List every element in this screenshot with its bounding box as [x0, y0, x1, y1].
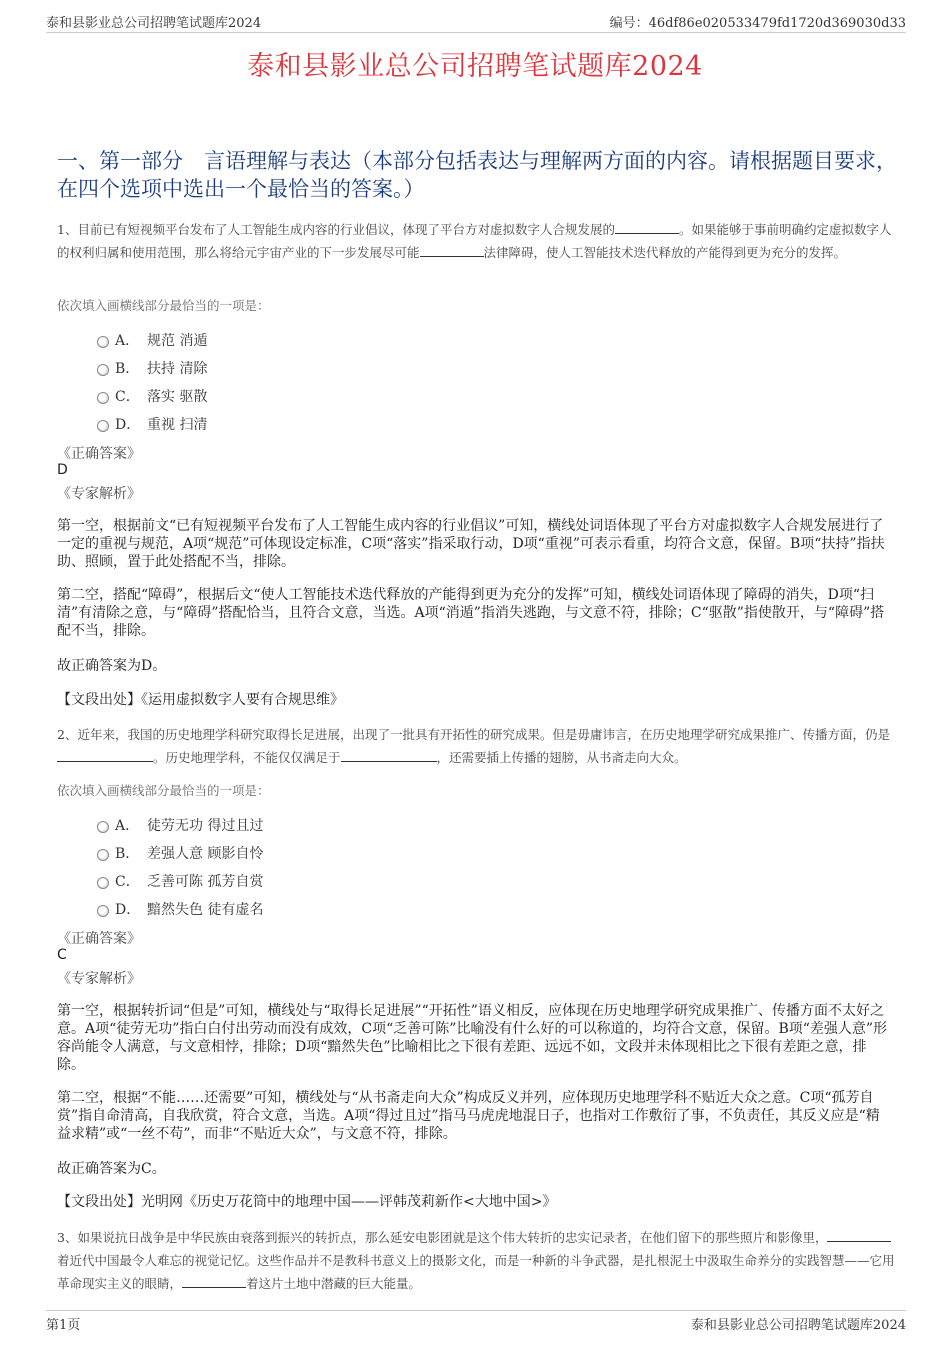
option-d[interactable]: D． 黯然失色 徒有虚名 [97, 899, 263, 919]
source-text: 【文段出处】光明网《历史万花筒中的地理中国——评韩茂莉新作<大地中国>》 [57, 1194, 557, 1210]
page-number: 第1页 [46, 1318, 81, 1333]
blank-line [341, 748, 437, 762]
analysis-paragraph: 第二空，根据“不能……还需要”可知，横线处与“从书斋走向大众”构成反义并列，应体现历史地理学科不贴近大众之意。C项“孤芳自赏”指自命清高，自我欣赏，符合文意，当选。A项“得过且过”指马马虎虎地混日子，也指对工作敷衍了事，不负责任，其反义应是“精益求精”或“一丝不苟”，而非“不贴近大众”，与文意不符，排除。 [57, 1090, 880, 1142]
footer-doc-title: 泰和县影业总公司招聘笔试题库2024 [690, 1318, 906, 1333]
option-b[interactable]: B． 扶持 清除 [97, 358, 207, 378]
answer-value: C [57, 947, 67, 963]
option-b[interactable]: B． 差强人意 顾影自怜 [97, 843, 263, 863]
option-a[interactable]: A． 徒劳无功 得过且过 [97, 815, 263, 835]
radio-button[interactable] [97, 420, 109, 432]
conclusion-text: 故正确答案为D。 [57, 658, 167, 674]
question-1-instruction: 依次填入画横线部分最恰当的一项是： [57, 298, 270, 313]
page-header [46, 12, 906, 33]
analysis-paragraph: 第一空，根据前文“已有短视频平台发布了人工智能生成内容的行业倡议”可知，横线处词语体现了平台方对虚拟数字人合规发展进行了一定的重视与规范，A项“规范”可体现设定标准，C项“落实”指采取行动，D项“重视”可表示看重，均符合文意，保留。B项“扶持”指扶助、照顾，置于此处搭配不当，排除。 [57, 518, 885, 570]
question-2-text: 2、近年来，我国的历史地理学科研究取得长足进展，出现了一批具有开拓性的研究成果。但是毋庸讳言，在历史地理学研究成果推广、传播方面，仍是。历史地理学科，不能仅仅满足于 ，还需要插上传播的翅膀，从书斋走向大众。 [57, 727, 890, 765]
analysis-label: 《专家解析》 [57, 486, 141, 502]
radio-button[interactable] [97, 364, 109, 376]
answer-label: 《正确答案》 [57, 446, 141, 462]
blank-line [182, 1274, 246, 1288]
answer-label: 《正确答案》 [57, 931, 141, 947]
question-3-text: 3、如果说抗日战争是中华民族由衰落到振兴的转折点，那么延安电影团就是这个伟大转折的忠实记录者，在他们留下的那些照片和影像里，着近代中国最令人难忘的视觉记忆。这些作品并不是教科书意义上的摄影文化，而是一种新的斗争武器，是扎根泥土中汲取生命养分的实践智慧——它用革命现实主义的眼睛， 着这片土地中潜藏的巨大能量。 [57, 1230, 895, 1291]
radio-button[interactable] [97, 849, 109, 861]
blank-line [615, 220, 679, 234]
page-title: 泰和县影业总公司招聘笔试题库2024 [247, 51, 703, 82]
header-doc-id: 编号：46df86e020533479fd1720d369030d33 [609, 16, 906, 31]
page-footer [46, 1310, 906, 1334]
option-d[interactable]: D． 重视 扫清 [97, 414, 207, 434]
question-2-instruction: 依次填入画横线部分最恰当的一项是： [57, 783, 270, 798]
analysis-paragraph: 第二空，搭配“障碍”，根据后文“使人工智能技术迭代释放的产能得到更为充分的发挥”可知，横线处词语体现了障碍的消失，D项“扫清”有清除之意，与“障碍”搭配恰当，且符合文意，当选。A项“消遁”指消失逃跑，与文意不符，排除；C“驱散”指使散开，与“障碍”搭配不当，排除。 [57, 587, 885, 639]
blank-line [420, 243, 484, 257]
radio-button[interactable] [97, 336, 109, 348]
section-heading: 一、第一部分 言语理解与表达（本部分包括表达与理解两方面的内容。请根据题目要求，在四个选项中选出一个最恰当的答案。） [57, 149, 897, 201]
radio-button[interactable] [97, 877, 109, 889]
answer-value: D [57, 462, 68, 478]
radio-button[interactable] [97, 905, 109, 917]
option-a[interactable]: A． 规范 消遁 [97, 330, 207, 350]
analysis-paragraph: 第一空，根据转折词“但是”可知，横线处与“取得长足进展”“开拓性”语义相反，应体现在历史地理学研究成果推广、传播方面不太好之意。A项“徒劳无功”指白白付出劳动而没有成效，C项“乏善可陈”比喻没有什么好的可以称道的，均符合文意，保留。B项“差强人意”形容尚能令人满意，与文意相悖，排除；D项“黯然失色”比喻相比之下很有差距、远远不如，文段并未体现相比之下很有差距之意，排除。 [57, 1003, 888, 1073]
option-c[interactable]: C． 乏善可陈 孤芳自赏 [97, 871, 263, 891]
option-c[interactable]: C． 落实 驱散 [97, 386, 207, 406]
conclusion-text: 故正确答案为C。 [57, 1161, 166, 1177]
blank-line [827, 1228, 891, 1242]
source-text: 【文段出处】《运用虚拟数字人要有合规思维》 [57, 692, 344, 708]
header-doc-title: 泰和县影业总公司招聘笔试题库2024 [46, 16, 262, 31]
question-1-text: 1、目前已有短视频平台发布了人工智能生成内容的行业倡议，体现了平台方对虚拟数字人合规发展的 。如果能够于事前明确约定虚拟数字人的权利归属和使用范围，那么将给元宇宙产业的下一步发展尽可能 法律障碍，使人工智能技术迭代释放的产能得到更为充分的发挥。 [57, 222, 892, 260]
radio-button[interactable] [97, 821, 109, 833]
blank-line [57, 748, 153, 762]
analysis-label: 《专家解析》 [57, 971, 141, 987]
radio-button[interactable] [97, 392, 109, 404]
